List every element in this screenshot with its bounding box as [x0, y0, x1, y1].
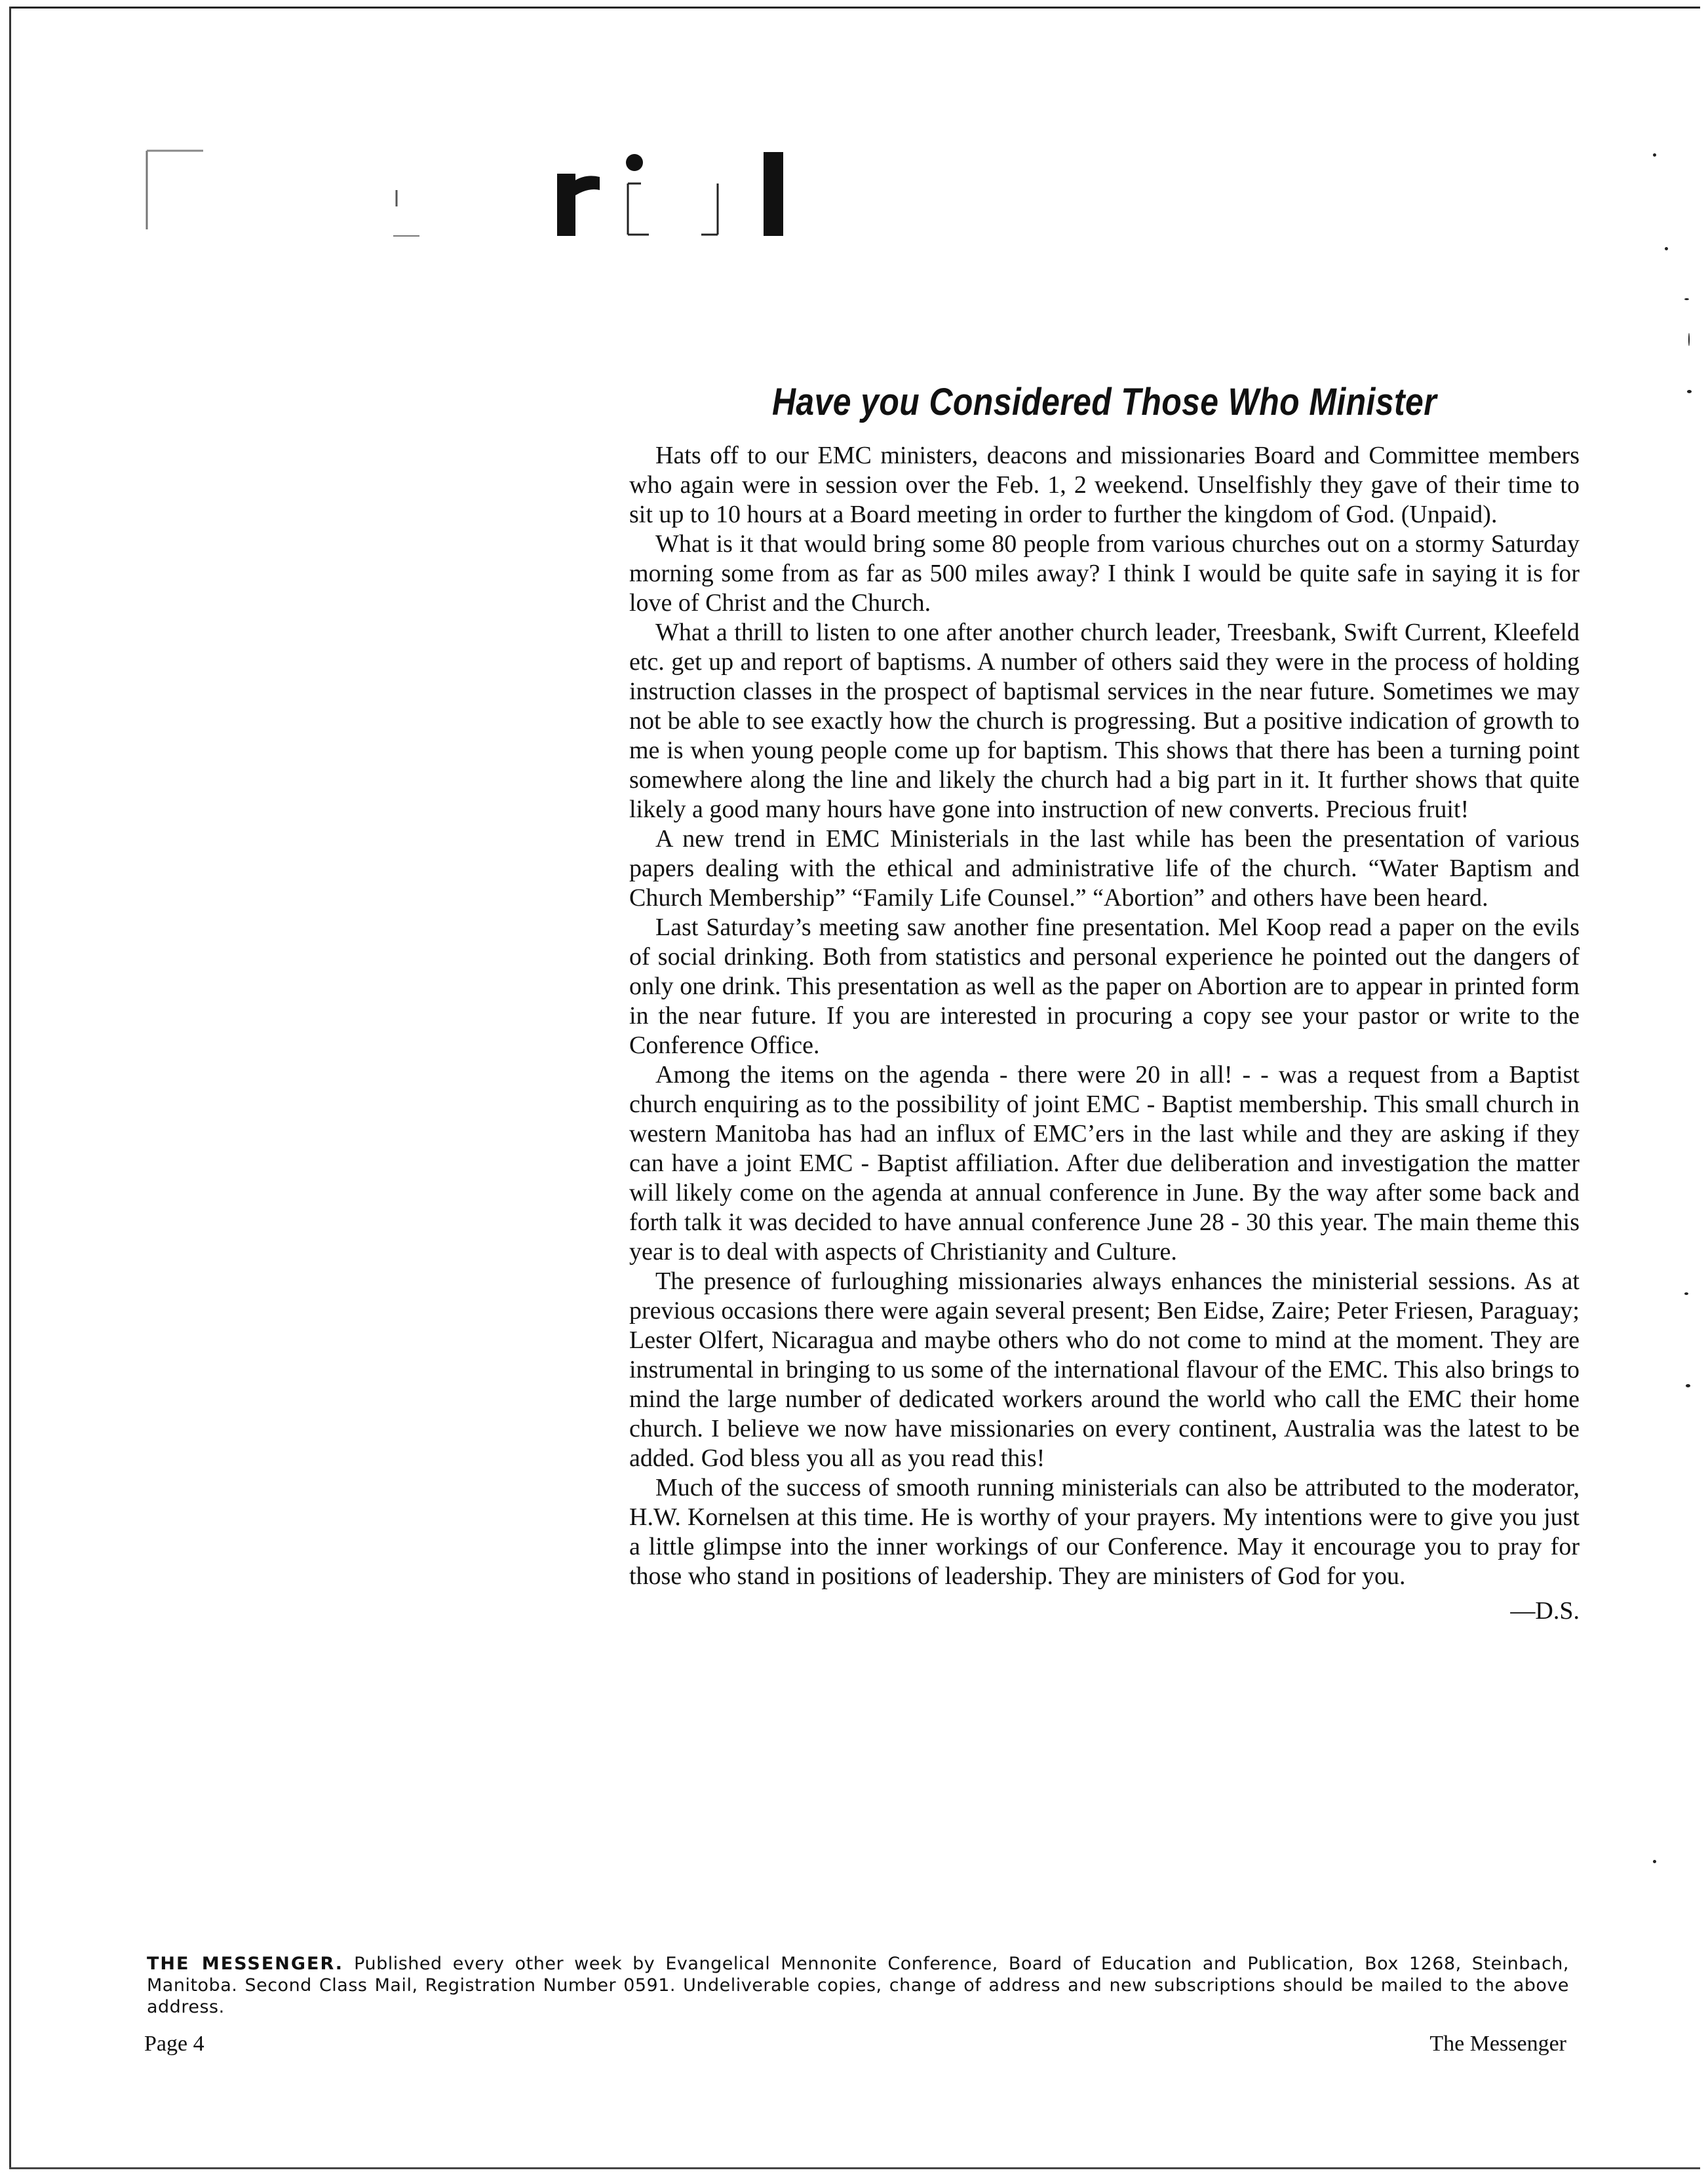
article-paragraph: Hats off to our EMC ministers, deacons and missionaries Board and Committee members who again were in session over the Feb. 1, 2 weekend. Unselfishly they gave of their time to sit up to 10 hours at a Board meeting in order to further the kingdom of God. (Unpaid). — [629, 442, 1580, 528]
article-paragraph: Last Saturday’s meeting saw another fine presentation. Mel Koop read a paper on the evils of social drinking. Both from statistics and personal experience he pointed out the dangers of only one drink. This presentation as well as the paper on Abortion are to appear in printed form in the near future. If you are interested in procuring a copy see your pastor or write to the Conference Office. — [629, 914, 1580, 1059]
publication-name: The Messenger — [1429, 2032, 1566, 2056]
article-paragraph: Among the items on the agenda - there were 20 in all! - - was a request from a Baptist church enquiring as to the possibility of joint EMC - Baptist membership. This small church in western Manitoba has had an influx of EMC’ers in the last while and they are asking if they can have a joint EMC - Baptist affiliation. After due deliberation and investigation the matter will likely come on the agenda at annual conference in June. By the way after some back and forth talk it was decided to have annual conference June 28 - 30 this year. The main theme this year is to deal with aspects of Christianity and Culture. — [629, 1061, 1580, 1265]
scan-speck — [1688, 333, 1690, 346]
scan-speck — [1665, 247, 1668, 250]
page-number: Page 4 — [144, 2032, 204, 2056]
publication-notice — [147, 1953, 1569, 2018]
publication-label: THE MESSENGER. — [147, 1954, 344, 1974]
article-paragraph: The presence of furloughing missionaries always enhances the ministerial sessions. As at previous occasions there were again several present; Ben Eidse, Zaire; Peter Friesen, Paraguay; Lester Olfert, Nicaragua and maybe others who do not come to mind at the moment. They are instrumental in bringing to us some of the international flavour of the EMC. This also brings to mind the large number of dedicated workers around the world who call the EMC their home church. I believe we now have missionaries on every continent, Australia was the latest to be added. God bless you all as you read this! — [629, 1267, 1580, 1472]
scan-border-top — [9, 7, 1700, 9]
article-title: Have you Considered Those Who Minister — [771, 381, 1437, 423]
scan-speck — [1687, 390, 1692, 393]
faded-masthead — [144, 144, 800, 249]
article-paragraph: What a thrill to listen to one after another church leader, Treesbank, Swift Current, Kleefeld etc. get up and report of baptisms. A number of others said they were in the process of holding instruction classes in the prospect of baptismal services in the near future. Sometimes we may not be able to see exactly how the church is progressing. But a positive indication of growth to me is when young people come up for baptism. This shows that there has been a turning point somewhere along the line and likely the church had a big part in it. It further shows that quite likely a good many hours have gone into instruction of new converts. Precious fruit! — [629, 619, 1580, 823]
author-signature: —D.S. — [1510, 1597, 1580, 1625]
scan-speck — [1684, 298, 1689, 300]
scan-border-left — [9, 7, 11, 2169]
editorial-article — [629, 380, 1580, 1626]
article-paragraph: Much of the success of smooth running ministerials can also be attributed to the moderator, H.W. Kornelsen at this time. He is worthy of your prayers. My intentions were to give you just a little glimpse into the inner workings of our Conference. May it encourage you to pray for those who stand in positions of leadership. They are ministers of God for you. — [629, 1474, 1580, 1590]
article-paragraph: A new trend in EMC Ministerials in the last while has been the presentation of various papers dealing with the ethical and administrative life of the church. “Water Baptism and Church Membership” “Family Life Counsel.” “Abortion” and others have been heard. — [629, 825, 1580, 912]
scan-speck — [1653, 153, 1656, 157]
scan-speck — [1653, 1860, 1656, 1863]
article-paragraph: What is it that would bring some 80 people from various churches out on a stormy Saturday morning some from as far as 500 miles away? I think I would be quite safe in saying it is for love of Christ and the Church. — [629, 530, 1580, 617]
scan-speck — [1684, 1292, 1688, 1295]
scan-speck — [1686, 1384, 1690, 1387]
scan-border-bottom — [9, 2167, 1700, 2169]
publication-notice-text: Published every other week by Evangelical Mennonite Conference, Board of Education and Publication, Box 1268, Steinbach, Manitoba. Second Class Mail, Registration Number 0591. Undeliverable copies, change of address and new subscriptions should be mailed to the above address. — [147, 1954, 1569, 2017]
